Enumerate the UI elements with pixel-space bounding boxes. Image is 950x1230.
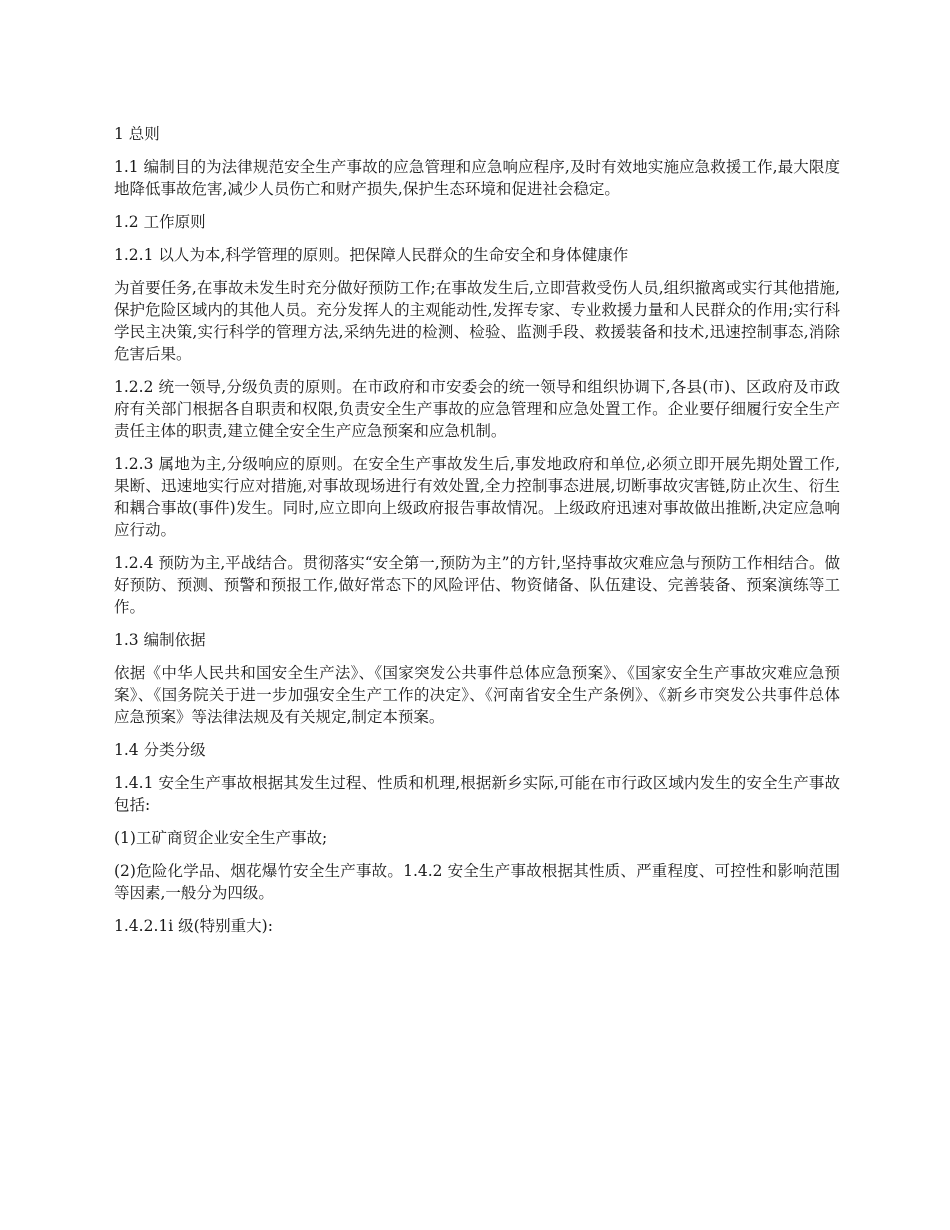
document-body [114, 123, 840, 948]
paragraph: 1.2.2 统一领导,分级负责的原则。在市政府和市安委会的统一领导和组织协调下,各县(市)、区政府及市政府有关部门根据各自职责和权限,负责安全生产事故的应急管理和应急处置工作。企业要仔细履行安全生产责任主体的职责,建立健全安全生产应急预案和应急机制。 [114, 378, 840, 440]
list-item: (2)危险化学品、烟花爆竹安全生产事故。1.4.2 安全生产事故根据其性质、严重程度、可控性和影响范围等因素,一般分为四级。 [114, 862, 840, 902]
paragraph: 1.4.1 安全生产事故根据其发生过程、性质和机理,根据新乡实际,可能在市行政区域内发生的安全生产事故包括: [114, 774, 840, 814]
section-heading: 1 总则 [114, 125, 160, 143]
paragraph: 依据《中华人民共和国安全生产法》、《国家突发公共事件总体应急预案》、《国家安全生产事故灾难应急预案》、《国务院关于进一步加强安全生产工作的决定》、《河南省安全生产条例》、《新乡市突发公共事件总体应急预案》等法律法规及有关规定,制定本预案。 [114, 664, 840, 726]
paragraph: 为首要任务,在事故未发生时充分做好预防工作;在事故发生后,立即营救受伤人员,组织撤离或实行其他措施,保护危险区域内的其他人员。充分发挥人的主观能动性,发挥专家、专业救援力量和人民群众的作用;实行科学民主决策,实行科学的管理方法,采纳先进的检测、检验、监测手段、救援装备和技术,迅速控制事态,消除危害后果。 [114, 279, 840, 363]
paragraph: 1.2.3 属地为主,分级响应的原则。在安全生产事故发生后,事发地政府和单位,必须立即开展先期处置工作,果断、迅速地实行应对措施,对事故现场进行有效处置,全力控制事态进展,切断事故灾害链,防止次生、衍生和耦合事故(事件)发生。同时,应立即向上级政府报告事故情况。上级政府迅速对事故做出推断,决定应急响应行动。 [114, 455, 840, 539]
section-heading: 1.4 分类分级 [114, 741, 206, 759]
paragraph: 1.2.4 预防为主,平战结合。贯彻落实“安全第一,预防为主”的方针,坚持事故灾难应急与预防工作相结合。做好预防、预测、预警和预报工作,做好常态下的风险评估、物资储备、队伍建设、完善装备、预案演练等工作。 [114, 554, 840, 616]
list-item: (1)工矿商贸企业安全生产事故; [114, 829, 328, 847]
paragraph: 1.4.2.1i 级(特别重大): [114, 917, 273, 935]
paragraph: 1.2.1 以人为本,科学管理的原则。把保障人民群众的生命安全和身体健康作 [114, 246, 629, 264]
section-heading: 1.3 编制依据 [114, 631, 206, 649]
paragraph: 1.1 编制目的为法律规范安全生产事故的应急管理和应急响应程序,及时有效地实施应急救援工作,最大限度地降低事故危害,减少人员伤亡和财产损失,保护生态环境和促进社会稳定。 [114, 158, 840, 198]
section-heading: 1.2 工作原则 [114, 213, 206, 231]
